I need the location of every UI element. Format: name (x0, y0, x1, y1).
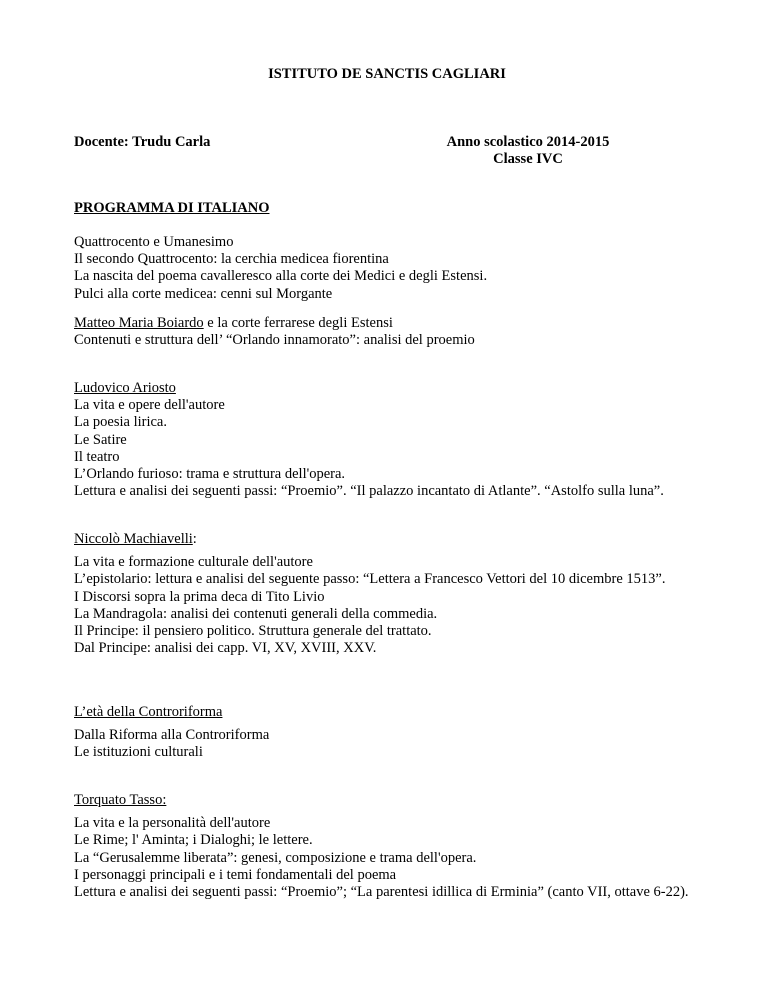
section-ariosto (74, 380, 700, 500)
author-name: Niccolò Machiavelli (74, 531, 193, 547)
text-line: Dalla Riforma alla Controriforma (74, 727, 270, 744)
section-quattrocento (74, 234, 700, 303)
text-line: La vita e formazione culturale dell'autore (74, 554, 313, 571)
text-line: Contenuti e struttura dell’ “Orlando innamorato”: analisi del proemio (74, 332, 475, 349)
text-line: Dal Principe: analisi dei capp. VI, XV, XVIII, XXV. (74, 640, 377, 657)
author-name: Torquato Tasso: (74, 792, 167, 808)
text-line: Quattrocento e Umanesimo (74, 234, 234, 250)
section-machiavelli (74, 531, 700, 657)
text-line: Le Rime; l' Aminta; i Dialoghi; le lettere. (74, 832, 313, 849)
text-line: La vita e la personalità dell'autore (74, 815, 271, 832)
text-line: I personaggi principali e i temi fondamentali del poema (74, 866, 397, 883)
author-name: Ludovico Ariosto (74, 380, 176, 396)
text-line: La Mandragola: analisi dei contenuti generali della commedia. (74, 605, 438, 622)
section-heading (74, 704, 700, 721)
year-class-block (428, 134, 628, 168)
teacher-name: Docente: Trudu Carla (74, 134, 211, 150)
text-line: I Discorsi sopra la prima deca di Tito Livio (74, 588, 325, 605)
reading-passage: L’epistolario: lettura e analisi del seguente passo: “Lettera a Francesco Vettori del 10 dicembre 1513”. (74, 571, 666, 588)
section-heading (74, 315, 700, 332)
reading-passage: Lettura e analisi dei seguenti passi: “Proemio”. “Il palazzo incantato di Atlante”. “Astolfo sulla luna”. (74, 483, 664, 500)
text-line: La poesia lirica. (74, 414, 167, 431)
section-boiardo (74, 315, 700, 349)
text-line: Le Satire (74, 431, 127, 448)
text-line: La nascita del poema cavalleresco alla corte dei Medici e degli Estensi. (74, 268, 488, 285)
section-tasso (74, 792, 700, 901)
school-year: Anno scolastico 2014-2015 (446, 134, 610, 150)
text-line: Il teatro (74, 448, 120, 465)
text-line: La “Gerusalemme liberata”: genesi, composizione e trama dell'opera. (74, 849, 477, 866)
author-name: Matteo Maria Boiardo (74, 315, 204, 331)
text-line: Il secondo Quattrocento: la cerchia medicea fiorentina (74, 251, 389, 268)
section-heading (74, 792, 700, 809)
section-title: L’età della Controriforma (74, 704, 223, 720)
section-controriforma (74, 704, 700, 762)
text-line: L’Orlando furioso: trama e struttura dell'opera. (74, 466, 346, 483)
text-line: Pulci alla corte medicea: cenni sul Morgante (74, 285, 333, 302)
class-name: Classe IVC (493, 151, 563, 168)
heading-suffix: : (192, 531, 197, 547)
text-line: La vita e opere dell'autore (74, 397, 225, 414)
section-heading (74, 531, 700, 548)
heading-suffix: e la corte ferrarese degli Estensi (203, 315, 393, 331)
section-heading (74, 380, 700, 397)
reading-passage: Lettura e analisi dei seguenti passi: “Proemio”; “La parentesi idillica di Erminia” (canto VII, ottave 6-22). (74, 884, 689, 901)
text-line: Il Principe: il pensiero politico. Struttura generale del trattato. (74, 623, 432, 640)
institute-title: ISTITUTO DE SANCTIS CAGLIARI (268, 66, 506, 82)
program-title: PROGRAMMA DI ITALIANO (74, 200, 270, 216)
text-line: Le istituzioni culturali (74, 744, 203, 761)
